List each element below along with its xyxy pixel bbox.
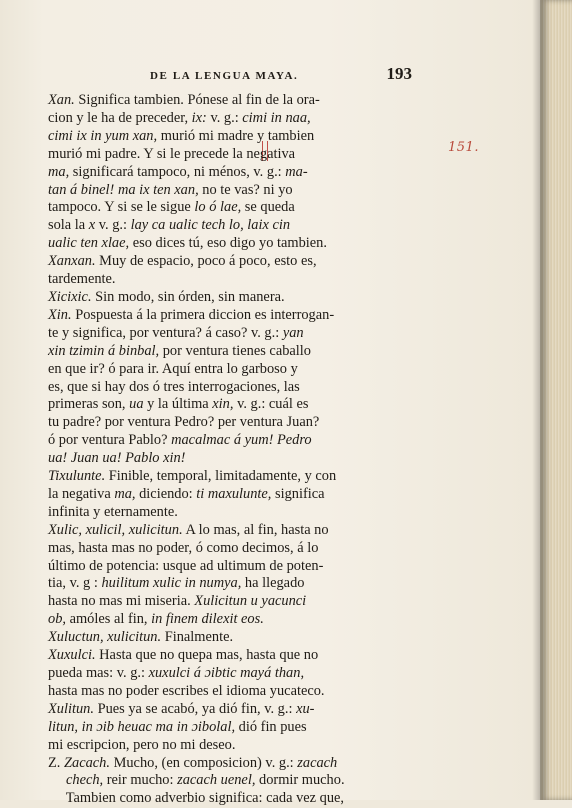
text-segment: sola la bbox=[48, 217, 89, 234]
italic-segment: lay ca ualic tech lo, laix cin bbox=[130, 217, 291, 234]
italic-segment: Xicixic. bbox=[48, 288, 92, 305]
dictionary-entry bbox=[48, 92, 412, 253]
text-segment: reir mucho: bbox=[103, 772, 178, 789]
text-segment: Hasta que no quepa mas, hasta que no bbox=[95, 647, 319, 664]
italic-segment: x bbox=[88, 217, 96, 234]
text-segment: la negativa bbox=[48, 485, 115, 502]
text-line bbox=[48, 450, 412, 468]
text-segment: murió mi padre. Y si le precede la negativa bbox=[48, 145, 296, 162]
italic-segment: Xin. bbox=[48, 306, 72, 323]
text-segment: eso dices tú, eso digo yo tambien. bbox=[129, 235, 327, 252]
text-line bbox=[48, 432, 412, 450]
italic-segment: Xuxulci. bbox=[48, 647, 96, 664]
italic-segment: cimi ix in yum xan, bbox=[48, 127, 158, 144]
italic-segment: Zacach. bbox=[64, 754, 110, 771]
text-line bbox=[48, 575, 412, 593]
text-segment: ha llegado bbox=[241, 575, 305, 592]
text-line bbox=[48, 682, 412, 701]
text-line bbox=[48, 360, 412, 379]
text-line bbox=[48, 468, 412, 486]
italic-segment: ma- bbox=[285, 163, 308, 180]
text-segment: significa bbox=[271, 485, 325, 502]
text-line bbox=[48, 557, 412, 576]
dictionary-entry bbox=[48, 289, 412, 307]
text-line bbox=[48, 665, 412, 683]
italic-segment: zacach uenel, bbox=[177, 772, 256, 789]
handwritten-margin-note: 151. bbox=[448, 140, 479, 155]
text-segment: te y significa, por ventura? á caso? v. g.: bbox=[48, 324, 283, 341]
text-segment: dormir mucho. bbox=[255, 772, 345, 789]
text-segment: dió fin pues bbox=[235, 718, 307, 735]
text-line bbox=[48, 92, 412, 110]
text-line bbox=[48, 414, 412, 432]
italic-segment: Tixulunte. bbox=[48, 468, 106, 485]
italic-segment: Xulitun. bbox=[48, 700, 94, 717]
text-line bbox=[48, 199, 412, 217]
italic-segment: chech, bbox=[66, 772, 104, 789]
text-segment: Finible, temporal, limitadamente, y con bbox=[105, 468, 337, 485]
text-segment: infinita y eternamente. bbox=[48, 503, 178, 520]
text-segment: se queda bbox=[241, 199, 295, 216]
text-segment: mas, hasta mas no poder, ó como decimos, á lo bbox=[48, 539, 319, 556]
text-segment: v. g.: bbox=[95, 217, 131, 234]
text-line bbox=[48, 109, 412, 128]
page-number: 193 bbox=[386, 64, 412, 83]
running-title: DE LA LENGUA MAYA. bbox=[150, 70, 299, 82]
text-line bbox=[48, 145, 412, 164]
text-segment: significará tampoco, ni ménos, v. g.: bbox=[69, 163, 286, 180]
text-line bbox=[48, 790, 412, 808]
text-line bbox=[48, 253, 412, 271]
text-line bbox=[48, 521, 412, 540]
dictionary-entry bbox=[48, 307, 412, 468]
text-segment: primeras son, bbox=[48, 396, 130, 413]
text-segment: Mucho, (en composicion) v. g.: bbox=[109, 754, 298, 771]
italic-segment: cimi in naa, bbox=[242, 109, 311, 126]
italic-segment: Xanxan. bbox=[48, 253, 96, 270]
text-line bbox=[48, 736, 412, 755]
text-line bbox=[48, 324, 412, 343]
text-segment: ó por ventura Pablo? bbox=[48, 432, 172, 449]
text-line bbox=[48, 593, 412, 611]
text-segment: Pues ya se acabó, ya dió fin, v. g.: bbox=[93, 700, 297, 717]
text-line bbox=[48, 647, 412, 665]
text-segment: hasta mas no poder escribes el idioma yucateco. bbox=[48, 682, 325, 699]
text-line bbox=[48, 503, 412, 522]
italic-segment: ua! Juan ua! Pablo xin! bbox=[48, 450, 186, 467]
dictionary-entry bbox=[48, 647, 412, 701]
text-segment: y la última bbox=[143, 396, 213, 413]
italic-segment: ualic ten xlae, bbox=[48, 235, 130, 252]
italic-segment: ix: bbox=[191, 109, 207, 126]
text-line bbox=[48, 271, 412, 289]
text-segment: tu padre? por ventura Pedro? per ventura Juan? bbox=[48, 414, 320, 431]
italic-segment: ti maxulunte, bbox=[196, 485, 272, 502]
page-header bbox=[48, 64, 412, 84]
text-segment: último de potencia: usque ad ultimum de poten- bbox=[48, 557, 324, 574]
italic-segment: Xulic, xulicil, xulicitun. bbox=[48, 521, 183, 538]
text-line bbox=[48, 629, 412, 647]
text-line bbox=[48, 396, 412, 414]
text-line bbox=[48, 378, 412, 397]
italic-segment: huilitum xulic in numya, bbox=[101, 575, 242, 592]
dictionary-entry bbox=[48, 522, 412, 629]
text-segment: no te vas? ni yo bbox=[198, 181, 293, 198]
text-line bbox=[48, 342, 412, 361]
text-line bbox=[48, 288, 412, 307]
text-line bbox=[48, 755, 412, 773]
italic-segment: xin, bbox=[212, 396, 234, 413]
italic-segment: ua bbox=[129, 396, 144, 413]
text-segment: cion y le ha de preceder, bbox=[48, 109, 192, 126]
text-segment: tampoco. Y si se le sigue bbox=[48, 199, 195, 216]
dictionary-entry bbox=[48, 253, 412, 289]
dictionary-body bbox=[48, 92, 412, 808]
text-segment: Tambien como adverbio significa: cada vez que, bbox=[48, 790, 345, 807]
text-segment: Pospuesta á la primera diccion es interrogan- bbox=[71, 306, 335, 323]
italic-segment: xin tzimin á binbal, bbox=[48, 342, 160, 359]
text-line bbox=[48, 306, 412, 325]
italic-segment: xu- bbox=[296, 700, 315, 717]
italic-segment: in finem dilexit eos. bbox=[151, 611, 264, 628]
text-segment: hasta no mas mi miseria. bbox=[48, 593, 195, 610]
text-line bbox=[48, 700, 412, 719]
italic-segment: ma, bbox=[114, 485, 136, 502]
italic-segment: zacach bbox=[297, 754, 338, 771]
italic-segment: lo ó lae, bbox=[194, 199, 242, 216]
text-segment bbox=[48, 772, 66, 788]
italic-segment: yan bbox=[282, 324, 304, 341]
dictionary-entry bbox=[48, 468, 412, 522]
text-segment: Z. bbox=[48, 754, 64, 771]
text-line bbox=[48, 181, 412, 200]
italic-segment: Xulicitun u yacunci bbox=[194, 593, 307, 610]
text-line bbox=[48, 163, 412, 182]
italic-segment: ma, bbox=[48, 163, 70, 180]
italic-segment: litun, in ɔib heuac ma in ɔibolal, bbox=[48, 718, 236, 735]
text-segment: murió mi madre y tambien bbox=[157, 127, 315, 144]
text-segment: diciendo: bbox=[135, 485, 197, 502]
text-segment: mi escripcion, pero no mi deseo. bbox=[48, 736, 236, 753]
text-segment: tia, v. g : bbox=[48, 575, 102, 592]
text-line bbox=[48, 217, 412, 235]
text-line bbox=[48, 485, 412, 504]
text-line bbox=[48, 127, 412, 146]
text-segment: Muy de espacio, poco á poco, esto es, bbox=[95, 253, 317, 270]
text-line bbox=[48, 539, 412, 558]
italic-segment: ob, bbox=[48, 611, 66, 628]
text-line bbox=[48, 235, 412, 253]
italic-segment: Xuluctun, xulicitun. bbox=[48, 629, 162, 646]
text-segment: tardemente. bbox=[48, 271, 116, 288]
italic-segment: macalmac á yum! Pedro bbox=[171, 432, 312, 449]
italic-segment: tan á binel! ma ix ten xan, bbox=[48, 181, 199, 198]
italic-segment: xuxulci á ɔibtic mayá than, bbox=[148, 665, 305, 681]
text-segment: Sin modo, sin órden, sin manera. bbox=[91, 288, 285, 305]
text-segment: A lo mas, al fin, hasta no bbox=[182, 521, 329, 538]
text-line bbox=[48, 718, 412, 737]
page-edges bbox=[540, 0, 572, 800]
text-segment: amóles al fin, bbox=[66, 611, 152, 628]
text-segment: en que ir? ó para ir. Aquí entra lo garboso y bbox=[48, 360, 298, 377]
italic-segment: Xan. bbox=[48, 92, 75, 108]
text-segment: pueda mas: v. g.: bbox=[48, 665, 149, 681]
text-segment: Significa tambien. Pónese al fin de la ora- bbox=[74, 92, 320, 108]
dictionary-entry bbox=[48, 701, 412, 755]
text-line bbox=[48, 772, 412, 790]
dictionary-entry bbox=[48, 629, 412, 647]
text-line bbox=[48, 611, 412, 629]
text-segment: v. g.: bbox=[206, 109, 243, 126]
text-segment: por ventura tienes caballo bbox=[159, 342, 311, 359]
text-segment: v. g.: cuál es bbox=[233, 396, 309, 413]
text-segment: es, que si hay dos ó tres interrogaciones, las bbox=[48, 378, 300, 395]
text-segment: Finalmente. bbox=[161, 629, 234, 646]
